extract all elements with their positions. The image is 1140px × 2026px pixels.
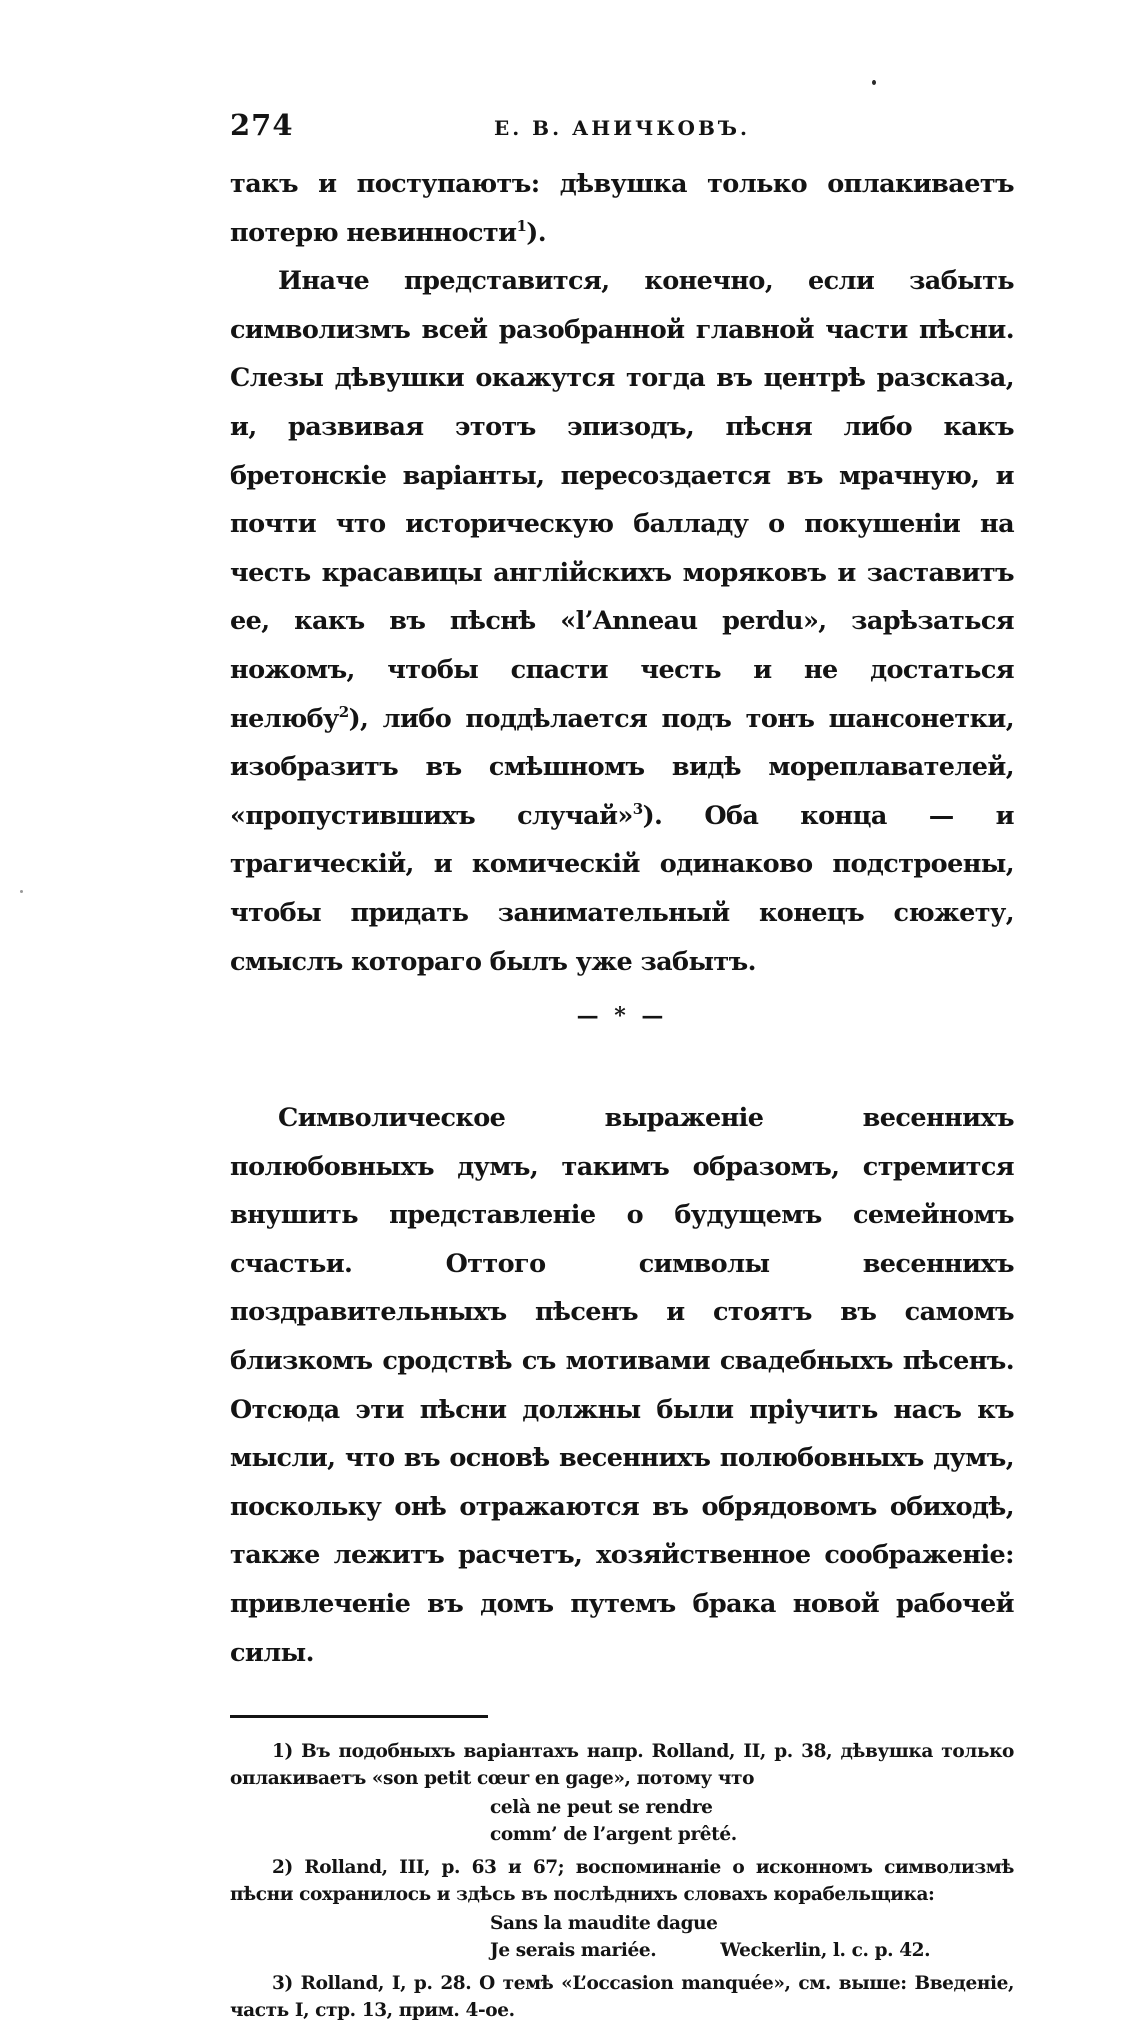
- footnote-marker: 3: [632, 799, 643, 818]
- footnote-verse: Sans la maudite dague: [490, 1913, 718, 1935]
- paragraph: Символическое выраженіе весеннихъ полюбовныхъ думъ, такимъ образомъ, стремится внушить представленіе о будущемъ семейномъ счастьи. Оттого символы весеннихъ поздравительныхъ пѣсенъ и стоятъ въ самомъ близкомъ сродствѣ съ мотивами свадебныхъ пѣсенъ. Отсюда эти пѣсни должны были пріучить насъ къ мысли, что въ основѣ весеннихъ полюбовныхъ думъ, поскольку онѣ отражаются въ обрядовомъ обиходѣ, также лежитъ расчетъ, хозяйственное соображеніе: привлеченіе въ домъ путемъ брака новой рабочей силы.: [230, 1103, 1014, 1668]
- print-speck: [20, 890, 23, 893]
- book-page: [230, 108, 1014, 2026]
- footnote-verse: Je serais mariée.: [490, 1940, 657, 1962]
- footnote-2: 2) Rolland, III, p. 63 и 67; воспоминаніе о исконномъ символизмѣ пѣсни сохранилось и здѣсь въ послѣднихъ словахъ корабельщика:: [230, 1857, 1014, 1906]
- footnote-source: Weckerlin, l. c. p. 42.: [720, 1940, 931, 1962]
- paragraph-text: ). Оба конца — и трагическій, и комическій одинаково подстроены, чтобы придать занимательный конецъ сюжету, смыслъ котораго былъ уже забытъ.: [230, 800, 1014, 977]
- print-speck: [872, 80, 876, 85]
- paragraph-text: такъ и поступаютъ: дѣвушка только оплакиваетъ потерю невинности: [230, 169, 1014, 248]
- footnote-divider: [230, 1715, 488, 1718]
- paragraph-continued: [230, 160, 1014, 257]
- footnote-marker: 1: [516, 216, 527, 235]
- page-header: [230, 108, 1014, 152]
- main-text: [230, 160, 1014, 1677]
- footnote-verse: comm’ de l’argent prêté.: [490, 1824, 737, 1846]
- footnote-marker: 2: [338, 702, 349, 721]
- footnotes: [230, 1738, 1014, 2024]
- paragraph: [230, 257, 1014, 986]
- running-head: Е. В. АНИЧКОВЪ.: [494, 116, 750, 140]
- page-number: 274: [230, 108, 294, 142]
- footnote-3: 3) Rolland, I, p. 28. О темѣ «L’occasion manquée», см. выше: Введеніе, часть I, стр. 13, прим. 4-ое.: [230, 1973, 1014, 2022]
- footnote-1: 1) Въ подобныхъ варіантахъ напр. Rolland, II, p. 38, дѣвушка только оплакиваетъ «son petit cœur en gage», потому что: [230, 1741, 1014, 1790]
- paragraph-text: ).: [526, 217, 547, 248]
- footnote-verse: celà ne peut se rendre: [490, 1797, 713, 1819]
- footnote-verse-with-source: [490, 1937, 1014, 1964]
- paragraph-text: ), либо поддѣлается подъ тонъ шансонетки, изобразитъ въ смѣшномъ видѣ мореплавателей, «пропустившихъ случай»: [230, 703, 1014, 831]
- paragraph-text: Иначе представится, конечно, если забыть символизмъ всей разобранной главной части пѣсни. Слезы дѣвушки окажутся тогда въ центрѣ разсказа, и, развивая этотъ эпизодъ, пѣсня либо какъ бретонскіе варіанты, пересоздается въ мрачную, и почти что историческую балладу о покушеніи на честь красавицы англійскихъ моряковъ и заставитъ ее, какъ въ пѣснѣ «l’Anneau perdu», зарѣзаться ножомъ, чтобы спасти честь и не достаться нелюбу: [230, 266, 1014, 734]
- section-separator: — * —: [576, 1003, 668, 1030]
